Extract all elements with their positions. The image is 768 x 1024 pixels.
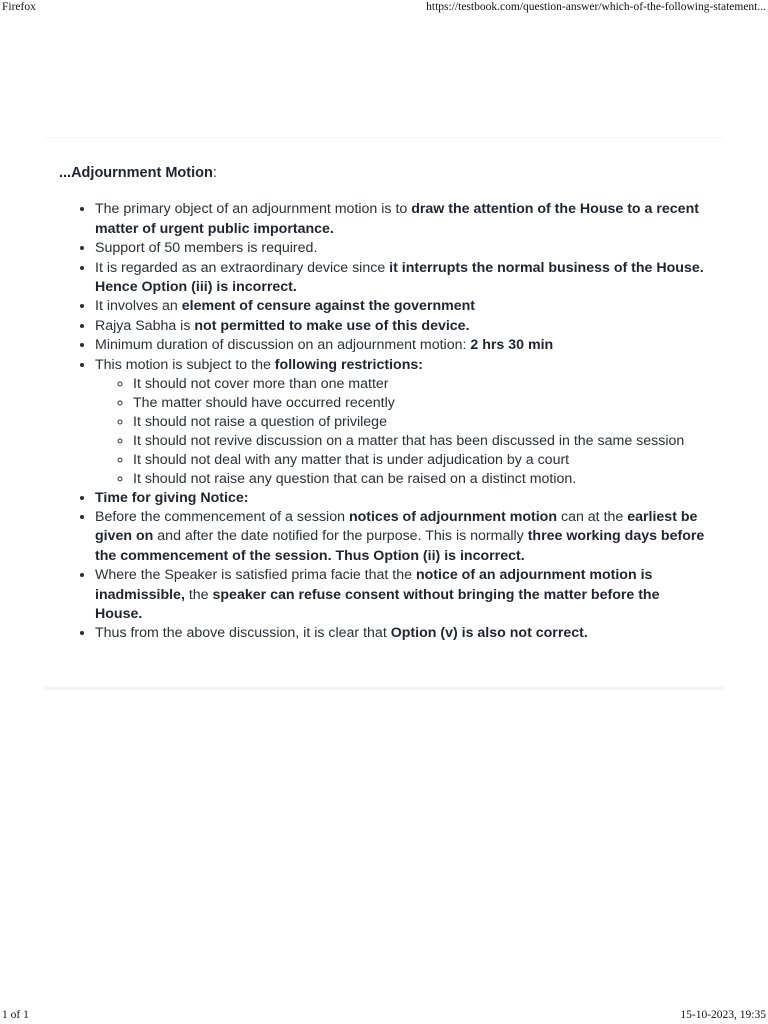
item-bold-text: speaker can refuse consent without bringing the matter before the House.: [95, 586, 660, 622]
restriction-item: ◦ It should not deal with any matter that is under adjudication by a court: [133, 451, 709, 470]
list-item-speaker: [95, 566, 709, 624]
explanation-list: [59, 200, 709, 643]
item-text: It involves an: [95, 298, 182, 315]
item-text: can at the: [557, 508, 628, 525]
item-text: Minimum duration of discussion on an adjournment motion:: [95, 337, 471, 354]
item-bold-text: notice of an adjournment motion is inadmissible,: [95, 567, 653, 603]
item-bold-text: draw the attention of the House to a recent matter of urgent public importance.: [95, 201, 699, 237]
answer-content: [59, 164, 709, 644]
restrictions-list: [95, 375, 709, 489]
browser-name: Firefox: [2, 1, 36, 13]
print-datetime: 15-10-2023, 19:35: [680, 1009, 766, 1021]
answer-card: [45, 137, 723, 690]
page-url: https://testbook.com/question-answer/which-of-the-following-statement...: [426, 1, 766, 13]
item-bold-text: 2 hrs 30 min: [470, 337, 554, 354]
item-text: the: [184, 586, 213, 603]
item-text: and after the date notified for the purpose. This is normally: [153, 528, 528, 545]
print-footer: [0, 1004, 768, 1024]
item-bold-text: following restrictions:: [274, 356, 423, 373]
item-text: Before the commencement of a session: [95, 508, 349, 525]
item-bold-text: Option (v) is also not correct.: [390, 625, 588, 642]
item-text: It is regarded as an extraordinary device since: [95, 259, 390, 276]
restriction-item: ◦ It should not raise a question of privilege: [133, 413, 709, 432]
list-item-restrictions: [95, 356, 709, 489]
item-bold-text: it interrupts the normal business of the House. Hence Option (iii) is incorrect.: [95, 259, 704, 296]
item-bold-text: notices of adjournment motion: [348, 508, 558, 525]
item-bold-text: not permitted to make use of this device.: [194, 317, 470, 334]
section-heading-text: ...Adjournment Motion: [59, 165, 213, 181]
list-item-notice-time: [95, 489, 709, 508]
list-item-extraordinary-device: [95, 259, 709, 298]
list-item-primary-object: [95, 200, 709, 239]
list-item-duration: [95, 336, 709, 355]
item-text: Support of 50 members is required.: [95, 240, 318, 257]
item-text: This motion is subject to the: [95, 356, 275, 373]
item-bold-text: three working days before the commencement of the session. Thus Option (ii) is incorrect.: [95, 528, 705, 564]
section-heading-colon: :: [212, 165, 217, 181]
restriction-item: ◦ It should not cover more than one matter: [133, 375, 709, 394]
item-text: Thus from the above discussion, it is clear that: [95, 625, 391, 642]
list-item-support: [95, 239, 709, 258]
restriction-item: ◦ The matter should have occurred recently: [133, 394, 709, 413]
print-header: [0, 0, 768, 18]
restriction-item: ◦ It should not revive discussion on a matter that has been discussed in the same session: [133, 432, 709, 451]
page-count: 1 of 1: [2, 1009, 29, 1021]
restriction-item: ◦ It should not raise any question that can be raised on a distinct motion.: [133, 470, 709, 489]
item-bold-text: element of censure against the government: [181, 298, 476, 315]
item-bold-text: earliest be given on: [95, 508, 698, 545]
item-text: Where the Speaker is satisfied prima facie that the: [95, 567, 416, 584]
item-text: The primary object of an adjournment motion is to: [95, 201, 412, 218]
list-item-rajya-sabha: [95, 317, 709, 336]
list-item-conclusion: [95, 624, 709, 643]
list-item-notice-details: [95, 508, 709, 566]
item-text: Rajya Sabha is: [95, 317, 195, 334]
section-heading: [59, 164, 709, 183]
list-item-censure: [95, 297, 709, 316]
item-bold-text: Time for giving Notice:: [95, 489, 249, 506]
